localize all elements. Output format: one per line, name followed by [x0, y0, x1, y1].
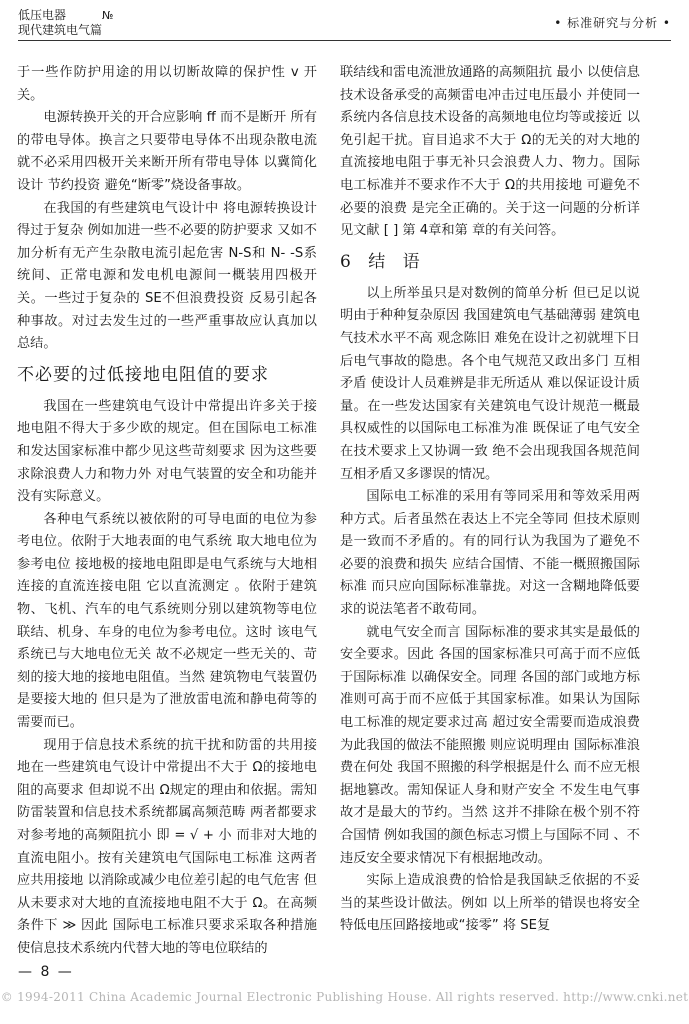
page-number: — 8 —: [18, 964, 74, 980]
paragraph: 电源转换开关的开合应影响 ff 而不是断开 所有的带电导体。换言之只要带电导体不出现杂散电流 就不必采用四极开关来断开所有带电导体 以冀简化设计 节约投资 避免“断零”烧设备事故。: [17, 110, 317, 193]
paragraph: 在我国的有些建筑电气设计中 将电源转换设计得过于复杂 例如加进一些不必要的防护要求 又如不加分析有无产生杂散电流引起危害 N-S和 N- -S系统间、正常电源和发电机电源间一概装用四极开关。一些过于复杂的 SE不但浪费投资 反易引起各种事故。对过去发生过的一些严重事故应认真加以总结。: [17, 200, 317, 352]
right-column: [340, 62, 640, 938]
paragraph: 联结线和雷电流泄放通路的高频阻抗 最小 以使信息技术设备承受的高频雷电冲击过电压最小 并使同一系统内各信息技术设备的高频地电位均等或接近 以免引起干扰。盲目追求不大于 Ω的无关的对大地的直流接地电阻于事无补只会浪费人力、物力。国际电工标准并不要求作不大于 Ω的共用接地 可避免不必要的浪费 是完全正确的。关于这一问题的分析详见文献 [ ] 第 4章和第 章的有关问答。: [340, 65, 640, 239]
paragraph: 于一些作防护用途的用以切断故障的保护性 v 开关。: [17, 65, 317, 103]
section-label: • 标准研究与分析 •: [554, 16, 671, 30]
journal-subtitle: 现代建筑电气篇: [18, 23, 103, 37]
left-column: [17, 62, 317, 961]
paragraph: 各种电气系统以被依附的可导电面的电位为参考电位。依附于大地表面的电气系统 取大地电位为参考电位 接地极的接地电阻即是电气系统与大地相连接的直流连接电阻 它以直流测定 。依附于建筑物、飞机、汽车的电气系统则分别以建筑物等电位联结、机身、车身的电位为参考电位。这时 该电气系统已与大地电位无关 故不必规定一些无关的、苛刻的接大地的接地电阻值。当然 建筑物电气装置仍是要接大地的 但只是为了泄放雷电流和静电荷等的需要而已。: [17, 511, 317, 731]
section-heading: 不必要的过低接地电阻值的要求: [17, 364, 269, 385]
issue-number: №: [102, 9, 114, 22]
paragraph: 我国在一些建筑电气设计中常提出许多关于接地电阻不得大于多少欧的规定。但在国际电工标准和发达国家标准中都少见这些苛刻要求 因为这些要求除浪费人力和物力外 对电气装置的安全和功能并没有实际意义。: [17, 398, 317, 505]
paragraph: 国际电工标准的采用有等同采用和等效采用两种方式。后者虽然在表达上不完全等同 但技术原则是一致而不矛盾的。有的同行认为我国为了避免不必要的浪费和损失 应结合国情、不能一概照搬国际标准 而只应向国际标准靠拢。对这一含糊地降低要求的说法笔者不敢苟同。: [340, 489, 640, 618]
journal-name: 低压电器: [18, 8, 67, 22]
section-heading: 6 结 语: [340, 251, 426, 272]
journal-header: [18, 8, 113, 37]
copyright-footer: © 1994-2011 China Academic Journal Electronic Publishing House. All rights reserved. http://www.cnki.net: [0, 990, 689, 1004]
paragraph: 以上所举虽只是对数例的简单分析 但已足以说明由于种种复杂原因 我国建筑电气基础薄弱 建筑电气技术水平不高 观念陈旧 难免在设计之初就埋下日后电气事故的隐患。各个电气规范又政出多门 互相矛盾 使设计人员难辨是非无所适从 难以保证设计质量。在一些发达国家有关建筑电气设计规范一概最具权威性的以国际电工标准为准 既保证了电气安全 在技术要求上又协调一致 绝不会出现我国各规范间互相矛盾又多谬误的情况。: [340, 285, 640, 482]
paragraph: 现用于信息技术系统的抗干扰和防雷的共用接地在一些建筑电气设计中常提出不大于 Ω的接地电阻的高要求 但却说不出 Ω规定的理由和依据。需知防雷装置和信息技术系统都属高频范畴 两者都要求对参考地的高频阻抗小 即 = √ + 小 而非对大地的直流电阻小。按有关建筑电气国际电工标准 这两者应共用接地 以消除或减少电位差引起的电气危害 但从未要求对大地的直流接地电阻不大于 Ω。在高频条件下 ≫ 因此 国际电工标准只要求采取各种措施 使信息技术系统内代替大地的等电位联结的: [17, 737, 317, 956]
paragraph: 就电气安全而言 国际标准的要求其实是最低的安全要求。因此 各国的国家标准只可高于而不应低于国际标准 以确保安全。同理 各国的部门或地方标准则可高于而不应低于其国家标准。如果认为国际电工标准的规定要求过高 超过安全需要而造成浪费 为此我国的做法不能照搬 则应说明理由 国际标准浪费在何处 我国不照搬的科学根据是什么 而不应无根据地篡改。需知保证人身和财产安全 不发生电气事故才是最大的节约。当然 这并不排除在极个别不符合国情 例如我国的颜色标志习惯上与国际不同 、不违反安全要求情况下有根据地改动。: [340, 624, 640, 866]
header-divider: [18, 40, 671, 41]
paragraph: 实际上造成浪费的恰恰是我国缺乏依据的不妥当的某些设计做法。例如 以上所举的错误也将安全特低电压回路接地或“接零” 将 SE复: [340, 873, 640, 934]
